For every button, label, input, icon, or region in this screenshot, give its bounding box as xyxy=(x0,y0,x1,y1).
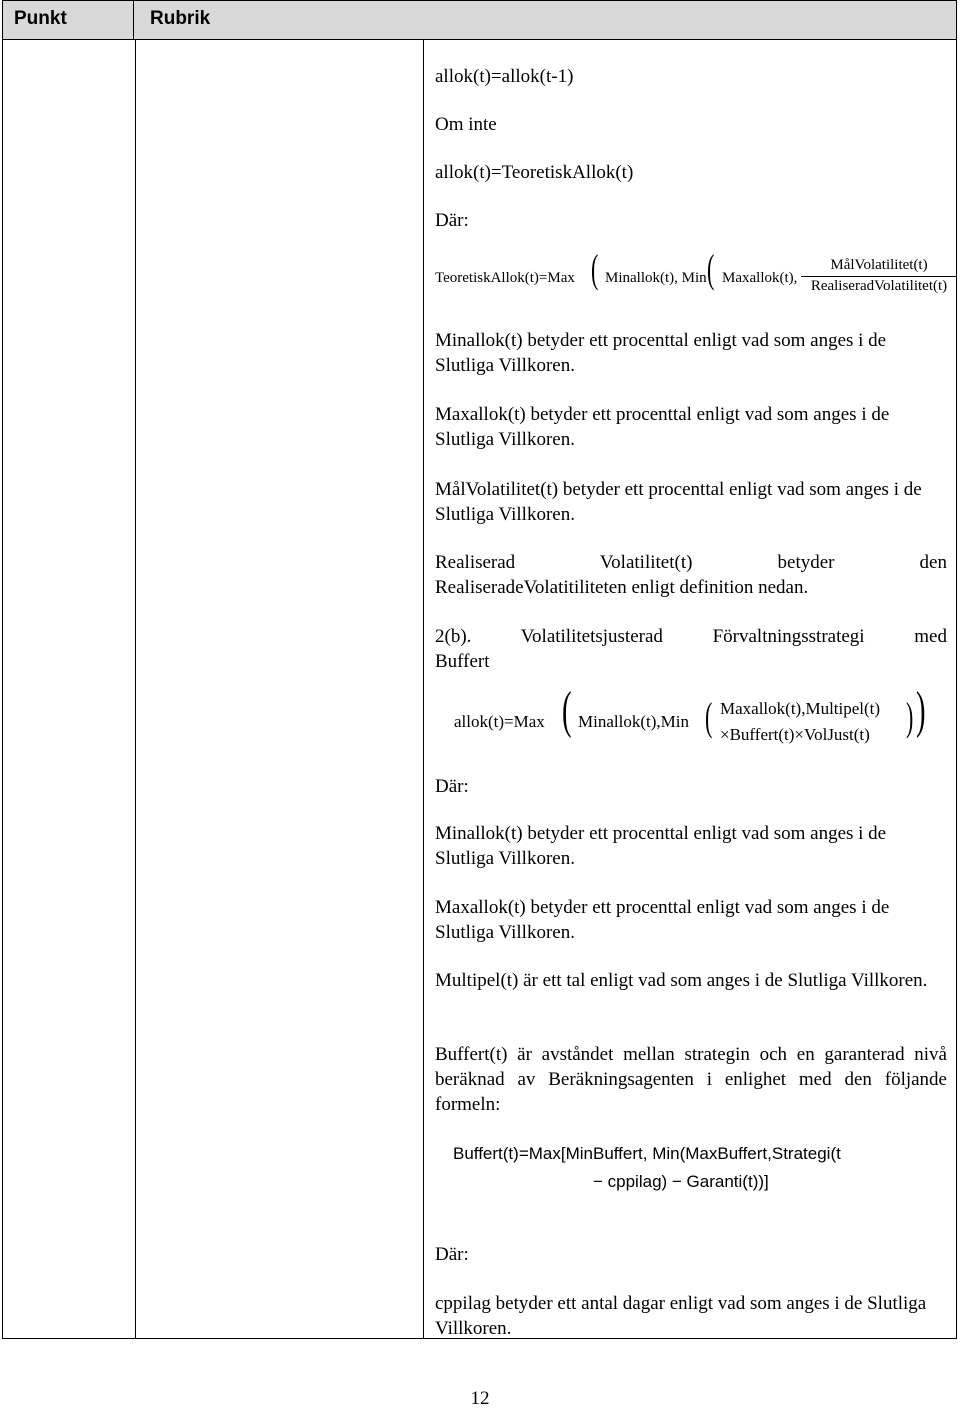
formula-allok-buffert xyxy=(454,682,954,753)
open-paren: ( xyxy=(705,694,713,739)
close-paren: ) xyxy=(906,694,914,739)
label-dar: Där: xyxy=(435,776,469,797)
formula-arg: Maxallok(t), xyxy=(722,270,798,286)
paragraph: Maxallok(t) betyder ett procenttal enligt vad som anges i de Slutliga Villkoren. xyxy=(435,897,890,943)
formula-teoretisk-allok xyxy=(435,246,957,305)
open-paren: ( xyxy=(591,246,599,291)
paragraph: allok(t)=TeoretiskAllok(t) xyxy=(435,162,634,183)
formula-lhs: TeoretiskAllok(t)=Max xyxy=(435,270,575,286)
close-paren: ) xyxy=(916,682,926,739)
fraction-denominator: RealiseradVolatilitet(t) xyxy=(810,278,948,294)
column-divider xyxy=(135,39,136,1338)
paragraph: RealiseradeVolatitiliteten enligt definition nedan. xyxy=(435,577,809,598)
fraction-numerator: MålVolatilitet(t) xyxy=(801,257,957,277)
paragraph: Buffert(t) är avståndet mellan strategin och en garanterad nivå beräknad av Beräkningsagenten i enlighet med den följande formeln: xyxy=(435,1044,947,1115)
header-rubrik: Rubrik xyxy=(150,8,211,29)
formula-buffert xyxy=(453,1140,953,1200)
label-dar: Där: xyxy=(435,210,469,231)
section-heading: 2(b). Volatilitetsjusterad Förvaltningsstrategi med xyxy=(435,626,947,647)
label-dar: Där: xyxy=(435,1244,469,1265)
formula-fraction xyxy=(801,257,957,295)
paragraph: allok(t)=allok(t-1) xyxy=(435,66,574,87)
paragraph: Om inte xyxy=(435,114,497,135)
column-divider-2 xyxy=(423,39,424,1338)
paragraph: MålVolatilitet(t) betyder ett procenttal enligt vad som anges i de Slutliga Villkoren. xyxy=(435,479,922,525)
paragraph: Minallok(t) betyder ett procenttal enligt vad som anges i de Slutliga Villkoren. xyxy=(435,330,887,376)
header-punkt: Punkt xyxy=(14,8,67,29)
formula-line: Buffert(t)=Max[MinBuffert, Min(MaxBuffert,Strategi(t xyxy=(453,1144,841,1163)
table-header xyxy=(3,1,956,40)
paragraph: Maxallok(t) betyder ett procenttal enligt vad som anges i de Slutliga Villkoren. xyxy=(435,404,890,450)
formula-arg: Minallok(t), Min xyxy=(605,270,707,286)
formula-lhs: allok(t)=Max xyxy=(454,712,545,731)
formula-line: − cppilag) − Garanti(t))] xyxy=(593,1172,769,1191)
paragraph: Multipel(t) är ett tal enligt vad som anges i de Slutliga Villkoren. xyxy=(435,970,928,991)
section-heading: Buffert xyxy=(435,651,490,672)
formula-line: Maxallok(t),Multipel(t) xyxy=(720,699,881,718)
open-paren: ( xyxy=(562,682,572,739)
paragraph: cppilag betyder ett antal dagar enligt vad som anges i de Slutliga Villkoren. xyxy=(435,1293,927,1339)
open-paren: ( xyxy=(707,246,715,291)
paragraph: Realiserad Volatilitet(t) betyder den xyxy=(435,552,947,573)
page-number: 12 xyxy=(470,1388,490,1409)
formula-arg: Minallok(t),Min xyxy=(578,712,689,731)
paragraph: Minallok(t) betyder ett procenttal enligt vad som anges i de Slutliga Villkoren. xyxy=(435,823,887,869)
formula-line: ×Buffert(t)×VolJust(t) xyxy=(720,725,870,744)
